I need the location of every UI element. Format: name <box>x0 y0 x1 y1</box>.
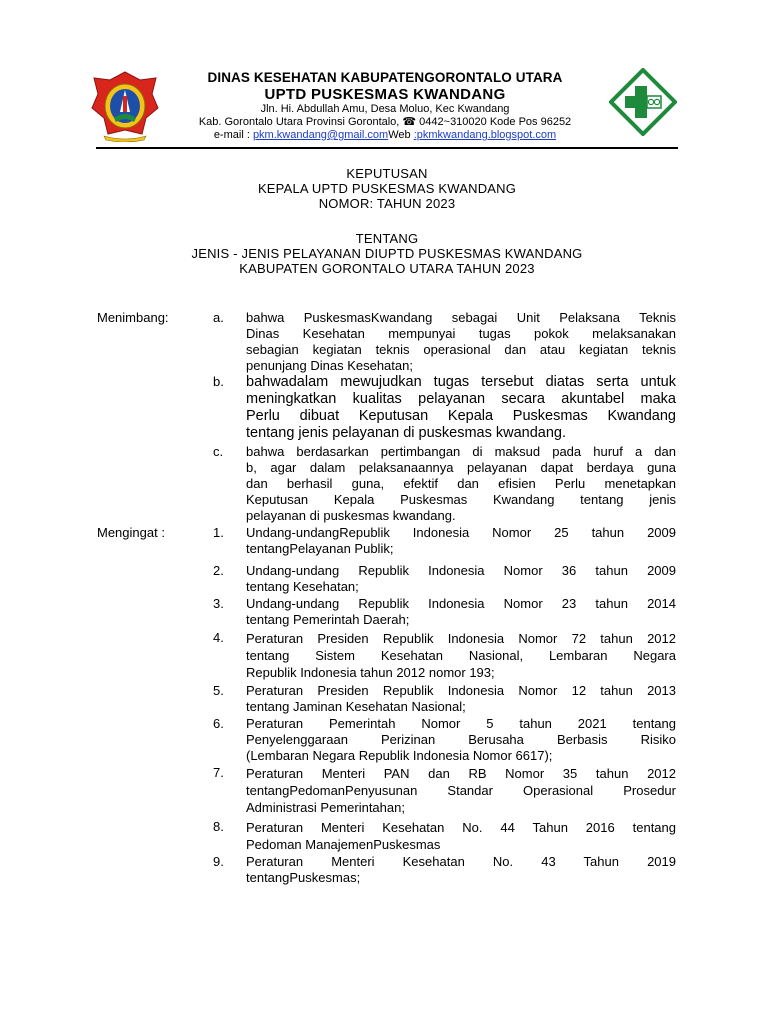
item-number: b. <box>213 374 224 389</box>
item-text <box>246 716 676 764</box>
item-text <box>246 444 676 524</box>
item-line: tentang Pemerintah Daerah; <box>246 612 410 627</box>
item-line: penunjang Dinas Kesehatan; <box>246 358 413 373</box>
item-line: Undang-undangRepublik Indonesia Nomor 25 tahun 2009 <box>246 525 676 540</box>
item-line: tentangPedomanPenyusunan Standar Operasional Prosedur <box>246 783 676 798</box>
web-prefix: Web <box>388 129 414 141</box>
item-line: tentang Jaminan Kesehatan Nasional; <box>246 699 466 714</box>
item-line: Peraturan Presiden Republik Indonesia Nomor 12 tahun 2013 <box>246 683 676 698</box>
email-prefix: e-mail : <box>213 129 253 141</box>
item-line: pelayanan di puskesmas kwandang. <box>246 508 456 523</box>
item-text <box>246 819 676 853</box>
unit-name: UPTD PUSKESMAS KWANDANG <box>264 86 506 103</box>
item-line: Keputusan Kepala Puskesmas Kwandang tentang jenis <box>246 492 676 507</box>
item-text <box>246 563 676 595</box>
letterhead <box>88 62 688 146</box>
agency-name: DINAS KESEHATAN KABUPATENGORONTALO UTARA <box>207 70 563 85</box>
contact-line <box>170 129 600 142</box>
item-number: 9. <box>213 854 224 869</box>
menimbang-label: Menimbang: <box>97 310 169 325</box>
item-line: Penyelenggaraan Perizinan Berusaha Berbasis Risiko <box>246 732 676 747</box>
item-line: sebagian kegiatan teknis operasional dan atau kegiatan teknis <box>246 342 676 357</box>
item-line: dan berhasil guna, efektif dan efisien Perlu menetapkan <box>246 476 676 491</box>
item-line: Republik Indonesia tahun 2012 nomor 193; <box>246 665 495 680</box>
puskesmas-logo-icon <box>609 68 677 136</box>
item-number: c. <box>213 444 224 459</box>
mengingat-label: Mengingat : <box>97 525 165 540</box>
item-line: Administrasi Pemerintahan; <box>246 800 405 815</box>
decision-line-3: NOMOR: TAHUN 2023 <box>318 196 456 211</box>
item-number: 6. <box>213 716 224 731</box>
item-line: Peraturan Presiden Republik Indonesia Nomor 72 tahun 2012 <box>246 631 676 646</box>
item-number: a. <box>213 310 224 325</box>
item-line: meningkatkan kualitas pelayanan secara akuntabel maka <box>246 391 676 407</box>
item-line: tentang jenis pelayanan di puskesmas kwandang. <box>246 425 567 441</box>
item-line: Undang-undang Republik Indonesia Nomor 23 tahun 2014 <box>246 596 676 611</box>
item-number: 4. <box>213 630 224 645</box>
item-line: Peraturan Pemerintah Nomor 5 tahun 2021 tentang <box>246 716 676 731</box>
item-number: 5. <box>213 683 224 698</box>
item-line: bahwa PuskesmasKwandang sebagai Unit Pelaksana Teknis <box>246 310 676 325</box>
item-number: 2. <box>213 563 224 578</box>
email-link[interactable]: pkm.kwandang@gmail.com <box>252 129 389 141</box>
decision-title <box>96 166 678 211</box>
item-number: 1. <box>213 525 224 540</box>
item-line: Undang-undang Republik Indonesia Nomor 36 tahun 2009 <box>246 563 676 578</box>
item-line: Pedoman ManajemenPuskesmas <box>246 837 441 852</box>
item-text <box>246 683 676 715</box>
item-text <box>246 374 676 442</box>
item-text <box>246 630 676 681</box>
item-line: Peraturan Menteri Kesehatan No. 43 Tahun 2019 <box>246 854 676 869</box>
item-text <box>246 854 676 886</box>
address-line-2: Kab. Gorontalo Utara Provinsi Gorontalo, ☎ 0442~310020 Kode Pos 96252 <box>198 116 572 128</box>
about-line-3: KABUPATEN GORONTALO UTARA TAHUN 2023 <box>239 261 535 276</box>
item-line: tentang Sistem Kesehatan Nasional, Lembaran Negara <box>246 648 676 663</box>
item-line: bahwa berdasarkan pertimbangan di maksud pada huruf a dan <box>246 444 676 459</box>
item-line: Dinas Kesehatan mempunyai tugas pokok melaksanakan <box>246 326 676 341</box>
item-number: 7. <box>213 765 224 780</box>
item-text <box>246 310 676 374</box>
about-line-2: JENIS - JENIS PELAYANAN DIUPTD PUSKESMAS KWANDANG <box>191 246 583 261</box>
item-text <box>246 525 676 557</box>
item-number: 3. <box>213 596 224 611</box>
address-line-1: Jln. Hi. Abdullah Amu, Desa Moluo, Kec Kwandang <box>260 103 510 115</box>
web-link[interactable]: :pkmkwandang.blogspot.com <box>413 129 557 141</box>
item-line: tentangPuskesmas; <box>246 870 361 885</box>
item-line: Peraturan Menteri PAN dan RB Nomor 35 tahun 2012 <box>246 766 676 781</box>
item-line: (Lembaran Negara Republik Indonesia Nomor 6617); <box>246 748 553 763</box>
about-title <box>96 231 678 276</box>
regency-emblem-icon <box>90 70 160 142</box>
decision-line-2: KEPALA UPTD PUSKESMAS KWANDANG <box>257 181 517 196</box>
decision-line-1: KEPUTUSAN <box>346 166 428 181</box>
item-line: Peraturan Menteri Kesehatan No. 44 Tahun 2016 tentang <box>246 820 676 835</box>
item-number: 8. <box>213 819 224 834</box>
item-line: Perlu dibuat Keputusan Kepala Puskesmas Kwandang <box>246 408 676 424</box>
item-text <box>246 596 676 628</box>
item-line: tentangPelayanan Publik; <box>246 541 394 556</box>
item-line: b, agar dalam pelaksanaannya pelayanan dapat berdaya guna <box>246 460 676 475</box>
item-text <box>246 765 676 816</box>
header-divider <box>96 147 678 149</box>
item-line: bahwadalam mewujudkan tugas tersebut diatas serta untuk <box>246 374 676 390</box>
item-line: tentang Kesehatan; <box>246 579 359 594</box>
about-line-1: TENTANG <box>355 231 419 246</box>
